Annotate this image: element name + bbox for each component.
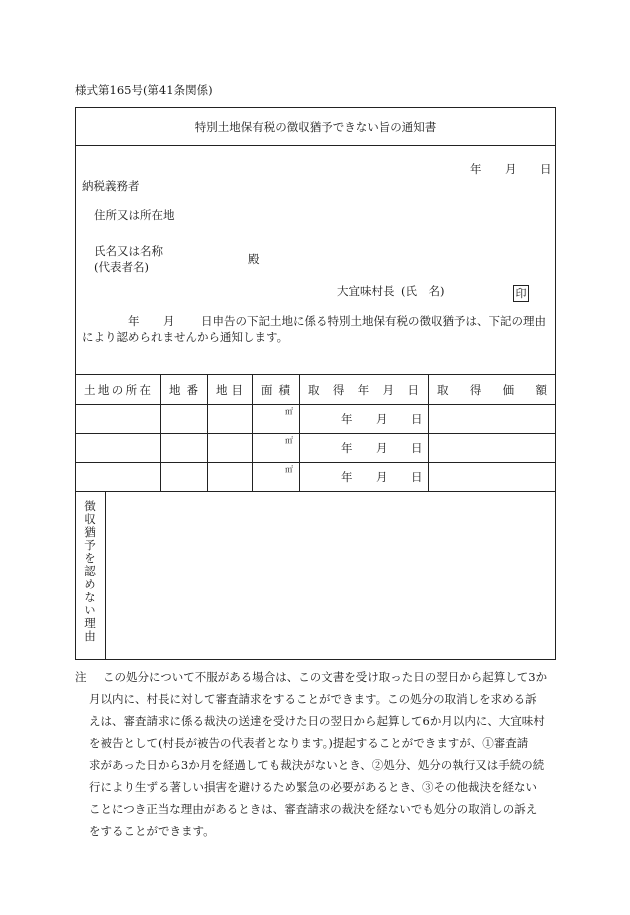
- row-lot-number[interactable]: [169, 434, 198, 462]
- table-col-divider: [252, 374, 253, 491]
- row-acquired-year: 年: [341, 470, 353, 484]
- reason-label: 徴収猶予を認めない理由: [83, 500, 97, 643]
- note-prefix: 注: [75, 670, 87, 684]
- row-acquired-year: 年: [341, 412, 353, 426]
- row-acquisition-price[interactable]: [437, 405, 547, 433]
- row-land-category[interactable]: [216, 434, 243, 462]
- issuer-name-placeholder: (氏 名): [401, 284, 445, 298]
- header-char: 地: [216, 382, 228, 397]
- row-location[interactable]: [84, 434, 151, 462]
- header-char: 得: [332, 382, 345, 397]
- header-char: 価: [502, 382, 515, 397]
- header-char: 番: [186, 382, 198, 397]
- issue-date-year: 年: [470, 162, 482, 176]
- header-char: 得: [469, 382, 482, 397]
- header-lot-number: [169, 375, 198, 404]
- header-char: 月: [382, 382, 395, 397]
- header-char: 土: [84, 382, 96, 397]
- seal-mark: [513, 282, 529, 302]
- body-year: 年: [128, 314, 140, 328]
- table-col-divider: [299, 374, 300, 491]
- address-label: 住所又は所在地: [94, 208, 175, 222]
- note-line: を被告として(村長が被告の代表者となります。)提起することができますが、①審査請: [89, 736, 529, 750]
- note-line: この処分について不服がある場合は、この文書を受け取った日の翌日から起算して3か: [103, 670, 548, 684]
- row-lot-number[interactable]: [169, 405, 198, 433]
- note-line: 行により生ずる著しい損害を避けるため緊急の必要があるとき、③その他裁決を経ない: [89, 780, 538, 794]
- header-char: 取: [437, 382, 449, 397]
- header-char: 地: [169, 382, 181, 397]
- header-char: 日: [407, 382, 419, 397]
- header-char: 年: [357, 382, 370, 397]
- note-line: をすることができます。: [89, 824, 215, 838]
- table-col-divider: [428, 374, 429, 491]
- row-acquisition-price[interactable]: [437, 463, 547, 491]
- row-acquired-month: 月: [376, 412, 388, 426]
- issue-date-month: 月: [505, 162, 517, 176]
- row-acquired-year: 年: [341, 441, 353, 455]
- note-line: ことにつき正当な理由があるときは、審査請求の裁決を経ないでも処分の取消しの訴え: [89, 802, 538, 816]
- row-acquired-month: 月: [376, 470, 388, 484]
- row-land-category[interactable]: [216, 405, 243, 433]
- header-land-category: [216, 375, 243, 404]
- row-acquisition-price[interactable]: [437, 434, 547, 462]
- note-line: 月以内に、村長に対して審査請求をすることができます。この処分の取消しを求める訴: [89, 692, 537, 706]
- header-char: の: [111, 382, 124, 397]
- document-title: 特別土地保有税の徴収猶予できない旨の通知書: [194, 120, 437, 134]
- row-acquired-day: 日: [411, 412, 423, 426]
- header-char: 積: [278, 382, 290, 397]
- header-char: 額: [535, 382, 547, 397]
- body-month: 月: [163, 314, 175, 328]
- header-char: 目: [231, 382, 243, 397]
- table-col-divider: [207, 374, 208, 491]
- seal-glyph: 印: [513, 285, 529, 302]
- note-text: [89, 666, 561, 842]
- header-acquisition-date: [308, 375, 419, 404]
- body-text-line2: により認められませんから通知します。: [82, 330, 289, 344]
- note-line: えは、審査請求に係る裁決の送達を受けた日の翌日から起算して6か月以内に、大宜味村: [89, 714, 545, 728]
- note-line: 求があった日から3か月を経過しても裁決がないとき、②処分、処分の執行又は手続の続: [89, 758, 545, 772]
- area-unit: ㎡: [285, 465, 293, 474]
- header-char: 地: [97, 382, 110, 397]
- row-acquired-day: 日: [411, 441, 423, 455]
- title-divider: [75, 145, 556, 146]
- header-location: [84, 375, 151, 404]
- issue-date-day: 日: [540, 162, 552, 176]
- header-char: 面: [261, 382, 273, 397]
- header-acquisition-price: [437, 375, 547, 404]
- header-char: 取: [308, 382, 320, 397]
- row-acquired-day: 日: [411, 470, 423, 484]
- issuer-title: 大宜味村長: [337, 284, 395, 298]
- representative-label: (代表者名): [94, 260, 149, 274]
- taxpayer-label: 納税義務者: [82, 179, 140, 193]
- header-char: 所: [125, 382, 138, 397]
- body-text-line1: 日申告の下記土地に係る特別土地保有税の徴収猶予は、下記の理由: [201, 314, 546, 328]
- row-location[interactable]: [84, 405, 151, 433]
- table-col-divider: [160, 374, 161, 491]
- honorific-dono: 殿: [248, 252, 260, 266]
- reason-field[interactable]: [106, 492, 555, 659]
- header-area: [261, 375, 290, 404]
- header-char: 在: [139, 382, 151, 397]
- area-unit: ㎡: [285, 407, 293, 416]
- area-unit: ㎡: [285, 436, 293, 445]
- row-land-category[interactable]: [216, 463, 243, 491]
- form-number: 様式第165号(第41条関係): [75, 83, 213, 97]
- name-label: 氏名又は名称: [94, 244, 163, 258]
- row-lot-number[interactable]: [169, 463, 198, 491]
- row-location[interactable]: [84, 463, 151, 491]
- row-acquired-month: 月: [376, 441, 388, 455]
